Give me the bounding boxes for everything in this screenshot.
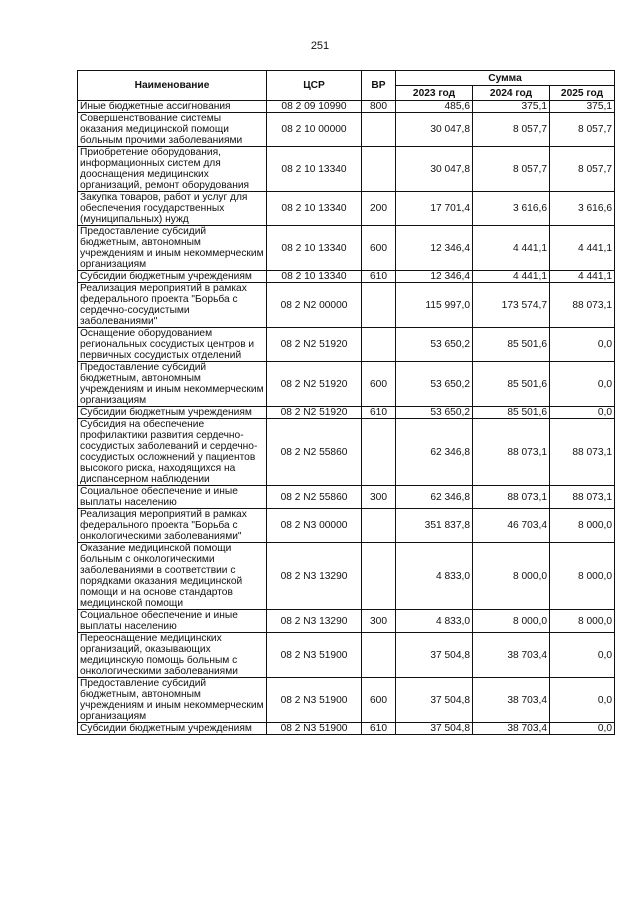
- cell-2025: 88 073,1: [550, 486, 615, 509]
- table-header: [78, 71, 615, 101]
- cell-name: Оснащение оборудованием региональных сосудистых центров и первичных сосудистых отделений: [78, 328, 267, 362]
- cell-2023: 351 837,8: [396, 509, 473, 543]
- header-vr: ВР: [362, 71, 396, 101]
- table-row: [78, 101, 615, 113]
- cell-vr: 610: [362, 271, 396, 283]
- table-row: [78, 328, 615, 362]
- cell-2023: 37 504,8: [396, 633, 473, 678]
- table-row: [78, 407, 615, 419]
- cell-2024: 3 616,6: [473, 192, 550, 226]
- cell-2023: 62 346,8: [396, 419, 473, 486]
- cell-2024: 375,1: [473, 101, 550, 113]
- page-number: 251: [310, 40, 330, 52]
- cell-name: Субсидии бюджетным учреждениям: [78, 271, 267, 283]
- table-row: [78, 486, 615, 509]
- header-csr: ЦСР: [267, 71, 362, 101]
- table-row: [78, 543, 615, 610]
- table-body: [78, 101, 615, 735]
- cell-2025: 0,0: [550, 407, 615, 419]
- cell-csr: 08 2 N3 13290: [267, 543, 362, 610]
- cell-2024: 8 000,0: [473, 610, 550, 633]
- cell-2025: 4 441,1: [550, 271, 615, 283]
- cell-2025: 88 073,1: [550, 283, 615, 328]
- header-name: Наименование: [78, 71, 267, 101]
- cell-vr: [362, 509, 396, 543]
- cell-2023: 53 650,2: [396, 407, 473, 419]
- cell-csr: 08 2 10 00000: [267, 113, 362, 147]
- cell-2024: 8 057,7: [473, 113, 550, 147]
- cell-name: Оказание медицинской помощи больным с онкологическими заболеваниями в соответствии с порядками оказания медицинской помощи и на основе стандартов медицинской помощи: [78, 543, 267, 610]
- cell-name: Переоснащение медицинских организаций, оказывающих медицинскую помощь больным с онкологическими заболеваниями: [78, 633, 267, 678]
- cell-vr: 300: [362, 486, 396, 509]
- cell-2023: 115 997,0: [396, 283, 473, 328]
- table-row: [78, 610, 615, 633]
- cell-csr: 08 2 10 13340: [267, 147, 362, 192]
- cell-2025: 8 057,7: [550, 113, 615, 147]
- cell-2023: 12 346,4: [396, 271, 473, 283]
- cell-csr: 08 2 N3 51900: [267, 723, 362, 735]
- cell-2024: 85 501,6: [473, 362, 550, 407]
- cell-2024: 173 574,7: [473, 283, 550, 328]
- cell-name: Предоставление субсидий бюджетным, автономным учреждениям и иным некоммерческим организациям: [78, 226, 267, 271]
- table-row: [78, 419, 615, 486]
- cell-csr: 08 2 N2 55860: [267, 419, 362, 486]
- cell-2023: 4 833,0: [396, 610, 473, 633]
- cell-csr: 08 2 N3 13290: [267, 610, 362, 633]
- table-row: [78, 362, 615, 407]
- cell-2024: 85 501,6: [473, 328, 550, 362]
- table-row: [78, 226, 615, 271]
- cell-2025: 0,0: [550, 328, 615, 362]
- table-row: [78, 113, 615, 147]
- cell-2025: 0,0: [550, 678, 615, 723]
- cell-csr: 08 2 09 10990: [267, 101, 362, 113]
- cell-name: Приобретение оборудования, информационных систем для дооснащения медицинских организаций, ремонт оборудования: [78, 147, 267, 192]
- cell-2025: 375,1: [550, 101, 615, 113]
- cell-2024: 46 703,4: [473, 509, 550, 543]
- table-row: [78, 283, 615, 328]
- cell-2025: 4 441,1: [550, 226, 615, 271]
- cell-csr: 08 2 N2 51920: [267, 328, 362, 362]
- table-row: [78, 509, 615, 543]
- header-sum: Сумма: [396, 71, 615, 86]
- cell-2025: 8 057,7: [550, 147, 615, 192]
- cell-2023: 4 833,0: [396, 543, 473, 610]
- cell-2025: 8 000,0: [550, 610, 615, 633]
- cell-2023: 37 504,8: [396, 723, 473, 735]
- cell-2023: 17 701,4: [396, 192, 473, 226]
- header-year-2025: 2025 год: [550, 86, 615, 101]
- cell-name: Субсидии бюджетным учреждениям: [78, 407, 267, 419]
- table-row: [78, 192, 615, 226]
- cell-2024: 38 703,4: [473, 678, 550, 723]
- cell-name: Субсидии бюджетным учреждениям: [78, 723, 267, 735]
- cell-2023: 62 346,8: [396, 486, 473, 509]
- cell-csr: 08 2 N2 55860: [267, 486, 362, 509]
- cell-vr: 600: [362, 678, 396, 723]
- cell-name: Предоставление субсидий бюджетным, автономным учреждениям и иным некоммерческим организациям: [78, 678, 267, 723]
- cell-vr: 200: [362, 192, 396, 226]
- table-row: [78, 147, 615, 192]
- cell-2025: 8 000,0: [550, 543, 615, 610]
- table-row: [78, 271, 615, 283]
- cell-vr: [362, 147, 396, 192]
- cell-vr: [362, 283, 396, 328]
- cell-csr: 08 2 N3 51900: [267, 633, 362, 678]
- cell-2024: 8 000,0: [473, 543, 550, 610]
- cell-csr: 08 2 N3 00000: [267, 509, 362, 543]
- cell-name: Закупка товаров, работ и услуг для обеспечения государственных (муниципальных) нужд: [78, 192, 267, 226]
- cell-2023: 30 047,8: [396, 113, 473, 147]
- cell-2025: 3 616,6: [550, 192, 615, 226]
- cell-csr: 08 2 N2 00000: [267, 283, 362, 328]
- cell-name: Реализация мероприятий в рамках федерального проекта "Борьба с онкологическими заболеваниями": [78, 509, 267, 543]
- cell-2024: 85 501,6: [473, 407, 550, 419]
- cell-2024: 8 057,7: [473, 147, 550, 192]
- cell-name: Социальное обеспечение и иные выплаты населению: [78, 486, 267, 509]
- cell-2023: 12 346,4: [396, 226, 473, 271]
- cell-csr: 08 2 N2 51920: [267, 362, 362, 407]
- cell-vr: [362, 113, 396, 147]
- table-row: [78, 678, 615, 723]
- cell-csr: 08 2 10 13340: [267, 271, 362, 283]
- cell-vr: 800: [362, 101, 396, 113]
- cell-2023: 30 047,8: [396, 147, 473, 192]
- cell-csr: 08 2 10 13340: [267, 192, 362, 226]
- cell-name: Совершенствование системы оказания медицинской помощи больным прочими заболеваниями: [78, 113, 267, 147]
- cell-vr: 300: [362, 610, 396, 633]
- cell-csr: 08 2 10 13340: [267, 226, 362, 271]
- cell-2024: 38 703,4: [473, 633, 550, 678]
- cell-vr: [362, 543, 396, 610]
- cell-name: Социальное обеспечение и иные выплаты населению: [78, 610, 267, 633]
- cell-2025: 0,0: [550, 362, 615, 407]
- cell-vr: 600: [362, 226, 396, 271]
- cell-2025: 88 073,1: [550, 419, 615, 486]
- cell-vr: [362, 633, 396, 678]
- cell-csr: 08 2 N2 51920: [267, 407, 362, 419]
- cell-2024: 88 073,1: [473, 486, 550, 509]
- cell-2024: 88 073,1: [473, 419, 550, 486]
- table-row: [78, 633, 615, 678]
- cell-vr: 610: [362, 723, 396, 735]
- cell-csr: 08 2 N3 51900: [267, 678, 362, 723]
- cell-2025: 8 000,0: [550, 509, 615, 543]
- cell-2025: 0,0: [550, 633, 615, 678]
- cell-2024: 4 441,1: [473, 271, 550, 283]
- cell-name: Иные бюджетные ассигнования: [78, 101, 267, 113]
- table-row: [78, 723, 615, 735]
- header-year-2023: 2023 год: [396, 86, 473, 101]
- cell-2024: 38 703,4: [473, 723, 550, 735]
- cell-name: Реализация мероприятий в рамках федерального проекта "Борьба с сердечно-сосудистыми заболеваниями": [78, 283, 267, 328]
- cell-vr: 610: [362, 407, 396, 419]
- header-year-2024: 2024 год: [473, 86, 550, 101]
- cell-2024: 4 441,1: [473, 226, 550, 271]
- cell-vr: 600: [362, 362, 396, 407]
- cell-2023: 53 650,2: [396, 362, 473, 407]
- budget-table: [77, 70, 615, 735]
- cell-vr: [362, 419, 396, 486]
- cell-2023: 485,6: [396, 101, 473, 113]
- cell-name: Предоставление субсидий бюджетным, автономным учреждениям и иным некоммерческим организациям: [78, 362, 267, 407]
- cell-vr: [362, 328, 396, 362]
- cell-name: Субсидия на обеспечение профилактики развития сердечно-сосудистых заболеваний и сердечно-сосудистых осложнений у пациентов высокого риска, находящихся на диспансерном наблюдении: [78, 419, 267, 486]
- cell-2023: 37 504,8: [396, 678, 473, 723]
- cell-2023: 53 650,2: [396, 328, 473, 362]
- cell-2025: 0,0: [550, 723, 615, 735]
